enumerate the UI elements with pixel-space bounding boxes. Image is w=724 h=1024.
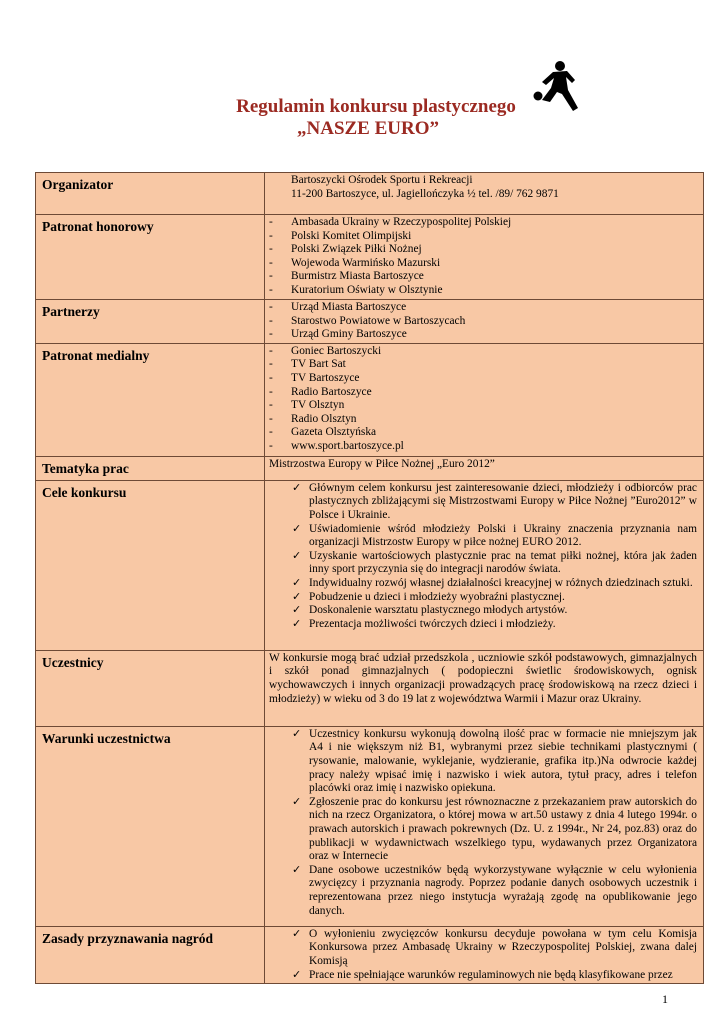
list-item: - Gazeta Olsztyńska — [269, 426, 697, 440]
checkmark-icon: ✓ — [292, 522, 302, 535]
list-item: - Polski Komitet Olimpijski — [269, 230, 697, 244]
label-uczestnicy: Uczestnicy — [36, 650, 265, 726]
label-partnerzy: Partnerzy — [36, 300, 265, 344]
list-item: - TV Bart Sat — [269, 358, 697, 372]
list-item: ✓ Głównym celem konkursu jest zainteresowanie dzieci, młodzieży i odbiorców prac plastycznych zbliżającymi się Mistrzostwami Europy w Piłce Nożnej ”Euro2012” w Polsce i Ukrainie. — [292, 481, 697, 521]
content-uczestnicy: W konkursie mogą brać udział przedszkola , uczniowie szkół podstawowych, gimnazjalnych i szkół ponad gimnazjalnych ( podopieczni świetlic środowiskowych, ognisk wychowawczych i innych organizacji prowadzących pracę środowiskową na rzecz dzieci i młodzieży) w wieku od 3 do 19 lat z województwa Warmii i Mazur oraz Ukrainy. — [265, 650, 704, 726]
label-tematyka: Tematyka prac — [36, 456, 265, 480]
list-item: ✓ Doskonalenie warsztatu plastycznego młodych artystów. — [292, 604, 568, 617]
list-item: - Kuratorium Oświaty w Olsztynie — [269, 284, 697, 298]
content-patronat-medialny — [265, 343, 704, 456]
list-item: - Polski Związek Piłki Nożnej — [269, 243, 697, 257]
row-partnerzy — [36, 300, 704, 344]
row-warunki — [36, 726, 704, 926]
content-organizator — [265, 173, 704, 215]
label-patronat-honorowy: Patronat honorowy — [36, 215, 265, 300]
list-item: - Urząd Gminy Bartoszyce — [269, 328, 697, 342]
list-item: - Starostwo Powiatowe w Bartoszycach — [269, 315, 697, 329]
organizer-name: Bartoszycki Ośrodek Sportu i Rekreacji — [291, 174, 473, 186]
checkmark-icon: ✓ — [292, 576, 302, 589]
content-zasady — [265, 926, 704, 983]
list-item: ✓ Dane osobowe uczestników będą wykorzystywane wyłącznie w celu wyłonienia zwycięzcy i przyznania nagrody. Poprzez podanie danych osobowych uczestnik i reprezentowana przez niego instytucja wyrażają zgodę na opublikowanie jego danych. — [292, 863, 697, 917]
list-item: - Radio Bartoszyce — [269, 386, 697, 400]
organizer-address: 11-200 Bartoszyce, ul. Jagiellończyka ½ tel. /89/ 762 9871 — [291, 187, 559, 200]
checkmark-icon: ✓ — [292, 549, 302, 562]
content-patronat-honorowy — [265, 215, 704, 300]
checkmark-icon: ✓ — [292, 927, 302, 940]
list-item: ✓ Pobudzenie u dzieci i młodzieży wyobraźni plastycznej. — [292, 590, 565, 603]
checkmark-icon: ✓ — [292, 617, 302, 630]
list-item: ✓ O wyłonieniu zwycięzców konkursu decyduje powołana w tym celu Komisja Konkursowa przez Ambasadę Ukrainy w Rzeczypospolitej Polskiej, zwana dalej Komisją — [292, 927, 697, 967]
checkmark-icon: ✓ — [292, 863, 302, 876]
checkmark-icon: ✓ — [292, 795, 302, 808]
row-uczestnicy — [36, 650, 704, 726]
label-patronat-medialny: Patronat medialny — [36, 343, 265, 456]
title-line-1: Regulamin konkursu plastycznego — [236, 96, 516, 117]
row-zasady — [36, 926, 704, 983]
label-zasady: Zasady przyznawania nagród — [36, 926, 265, 983]
row-tematyka — [36, 456, 704, 480]
list-item: ✓ Uczestnicy konkursu wykonują dowolną ilość prac w formacie nie mniejszym jak A4 i nie większym niż B1, wybranymi przez siebie technikami plastycznymi ( rysowanie, malowanie, wyklejanie, wydzieranie, grafika itp.)Na odwrocie każdej pracy należy wpisać imię i nazwisko i wiek autora, tytuł pracy, adres i telefon placówki oraz imię i nazwisko opiekuna. — [292, 727, 697, 795]
row-patronat-medialny — [36, 343, 704, 456]
checkmark-icon: ✓ — [292, 968, 302, 981]
row-organizator — [36, 173, 704, 215]
row-patronat-honorowy — [36, 215, 704, 300]
list-item: - Urząd Miasta Bartoszyce — [269, 301, 697, 315]
list-item: - Radio Olsztyn — [269, 413, 697, 427]
checkmark-icon: ✓ — [292, 727, 302, 740]
label-organizator: Organizator — [36, 173, 265, 215]
list-item: - Wojewoda Warmińsko Mazurski — [269, 257, 697, 271]
list-item: ✓ Zgłoszenie prac do konkursu jest równoznaczne z przekazaniem praw autorskich do nich na rzecz Organizatora, o której mowa w art.50 ustawy z dnia 4 lutego 1994r. o prawach autorskich i prawach pokrewnych (Dz. U. z 1994r., Nr 24, poz.83) oraz do publikacji w wydawnictwach wszelkiego typu, wydawanych przez Organizatora oraz w Internecie — [292, 795, 697, 863]
content-partnerzy — [265, 300, 704, 344]
list-item: ✓ Indywidualny rozwój własnej działalności kreacyjnej w różnych dziedzinach sztuki. — [292, 576, 693, 589]
checkmark-icon: ✓ — [292, 604, 302, 617]
list-item: ✓ Uzyskanie wartościowych plastycznie prac na temat piłki nożnej, która jak żaden inny sport przyczynia się do integracji narodów świata. — [292, 549, 697, 576]
list-item: ✓ Prezentacja możliwości twórczych dzieci i młodzieży. — [292, 617, 556, 630]
label-cele: Cele konkursu — [36, 480, 265, 650]
list-item: - www.sport.bartoszyce.pl — [269, 440, 697, 454]
football-player-icon — [520, 58, 582, 116]
title-line-2: „NASZE EURO” — [297, 118, 439, 139]
document-title — [0, 96, 724, 140]
checkmark-icon: ✓ — [292, 590, 302, 603]
checkmark-icon: ✓ — [292, 481, 302, 494]
list-item: - Ambasada Ukrainy w Rzeczypospolitej Polskiej — [269, 216, 697, 230]
content-cele — [265, 480, 704, 650]
rules-table — [35, 172, 704, 984]
list-item: - Burmistrz Miasta Bartoszyce — [269, 270, 697, 284]
list-item: - Goniec Bartoszycki — [269, 345, 697, 359]
page-number: 1 — [662, 992, 668, 1006]
content-tematyka: Mistrzostwa Europy w Piłce Nożnej „Euro 2012” — [265, 456, 704, 480]
list-item: ✓ Prace nie spełniające warunków regulaminowych nie będą klasyfikowane przez — [292, 968, 673, 981]
list-item: - TV Olsztyn — [269, 399, 697, 413]
label-warunki: Warunki uczestnictwa — [36, 726, 265, 926]
content-warunki — [265, 726, 704, 926]
row-cele — [36, 480, 704, 650]
list-item: - TV Bartoszyce — [269, 372, 697, 386]
list-item: ✓ Uświadomienie wśród młodzieży Polski i Ukrainy znaczenia przyznania nam organizacji Mistrzostw Europy w piłce nożnej EURO 2012. — [292, 522, 697, 549]
